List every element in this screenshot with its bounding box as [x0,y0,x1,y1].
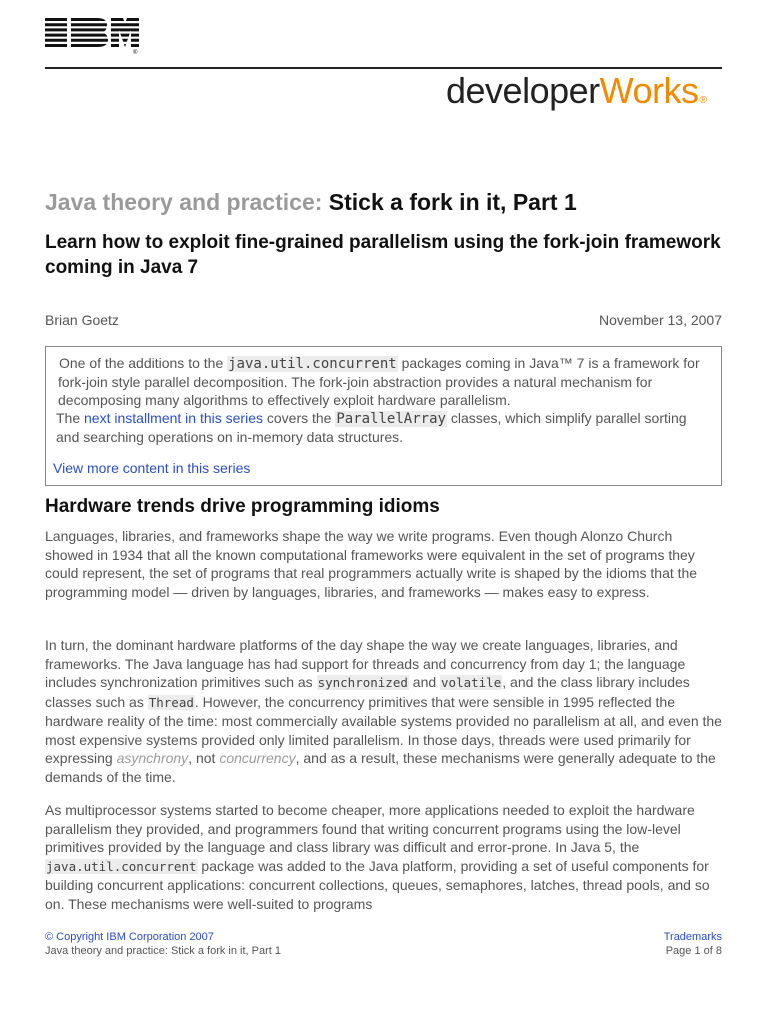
publication-date: November 13, 2007 [599,312,722,328]
svg-text:®: ® [133,50,138,56]
abstract-paragraph [56,354,711,409]
inline-code: ParallelArray [336,411,446,427]
next-installment-link[interactable]: next installment in this series [84,410,263,426]
paragraph-text: package was added to the Java platform, providing a set of useful components for building concurrent applications: concurrent collections, queues, semaphores, latches, thread pools, and so on. These mechanisms were well-suited to programs [45,857,710,912]
page-title [45,189,722,216]
developerworks-brand [446,70,706,112]
paragraph-text: , and as a result, these mechanisms were generally adequate to the demands of the time. [45,750,716,785]
header-rule [45,67,722,69]
paragraph-text: . However, the concurrency primitives that were sensible in 1995 reflected the hardware reality of the time: most commercially available systems provided no parallelism at all, and even the most expensive systems provided only limited parallelism. In those days, threads were used primarily for expressing [45,693,722,766]
article-subtitle: Learn how to exploit fine-grained parallelism using the fork-join framework coming in Java 7 [45,232,721,278]
ibm-logo [45,16,139,56]
footer-doc-title: Java theory and practice: Stick a fork in it, Part 1 [45,945,281,957]
paragraph-text: , not [188,750,220,766]
inline-code: synchronized [317,675,408,690]
view-more-series-link[interactable]: View more content in this series [53,460,251,476]
body-paragraph: Languages, libraries, and frameworks shape the way we write programs. Even though Alonzo Church showed in 1934 that all the known computational frameworks were equivalent in the set of programs they could represent, the set of programs that real programmers actually write is shaped by the idioms that the programming model — driven by languages, libraries, and frameworks — makes easy to express. [45,528,698,600]
paragraph-text: As multiprocessor systems started to become cheaper, more applications needed to exploit the hardware parallelism they provided, and programmers found that writing concurrent programs using the low-level primitives provided by the language and class library was difficult and error-prone. In Java 5, the [45,802,695,855]
brand-part2: Works [599,70,699,111]
inline-code: volatile [441,675,502,690]
copyright-link[interactable]: © Copyright IBM Corporation 2007 [45,931,214,943]
page-number: Page 1 of 8 [665,945,722,957]
emphasis-text: concurrency [219,750,296,766]
abstract-text: packages coming in Java™ 7 is a framework for fork-join style parallel decomposition. The fork-join abstraction provides a natural mechanism for decomposing many algorithms to effectively exploit hardware parallelism. [58,355,700,408]
inline-code: java.util.concurrent [46,858,197,874]
brand-part1: developer [446,70,600,111]
section-heading: Hardware trends drive programming idioms [45,496,440,517]
abstract-text: classes, which simplify parallel sorting and searching operations on in-memory data structures. [56,410,687,445]
abstract-text: The [56,410,85,426]
abstract-text: One of the additions to the [59,355,228,371]
body-paragraph [45,636,722,786]
registered-mark: ® [699,95,707,106]
abstract-paragraph [56,409,711,446]
paragraph-text: and [408,674,441,690]
author-name: Brian Goetz [45,312,119,328]
abstract-text: covers the [262,410,336,426]
abstract-box [45,346,722,486]
series-label: Java theory and practice: [45,189,323,215]
inline-code: java.util.concurrent [228,356,397,372]
inline-code: Thread [148,694,194,710]
body-paragraph [45,801,722,913]
trademarks-link[interactable]: Trademarks [663,931,722,943]
paragraph-text: In turn, the dominant hardware platforms of the day shape the way we create languages, libraries, and frameworks. The Java language has had support for threads and concurrency from day 1; the language includes synchronization primitives such as [45,637,686,690]
paragraph-text: , and the class library includes classes such as [45,674,690,710]
article-title: Stick a fork in it, Part 1 [328,189,577,215]
emphasis-text: asynchrony [116,750,189,766]
